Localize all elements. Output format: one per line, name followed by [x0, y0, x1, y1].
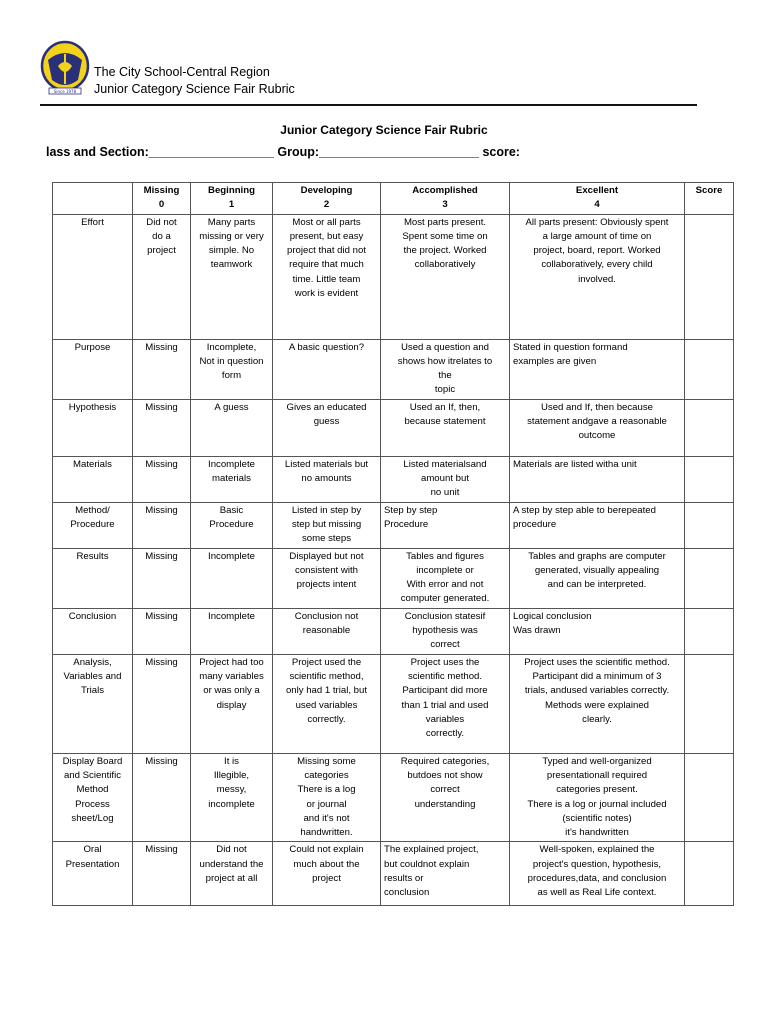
cell-beginning: A guess [191, 399, 273, 456]
header-row [53, 183, 734, 215]
cell-score [685, 214, 734, 339]
cell-criterion: Oral Presentation [53, 842, 133, 906]
cell-missing: Missing [133, 842, 191, 906]
cell-developing: Listed in step by step but missing some steps [273, 502, 381, 548]
header-cell-developing: Developing 2 [273, 183, 381, 215]
header-cell-criterion [53, 183, 133, 215]
cell-missing: Missing [133, 753, 191, 842]
cell-beginning: Basic Procedure [191, 502, 273, 548]
school-name: The City School-Central Region [94, 65, 270, 79]
cell-score [685, 753, 734, 842]
cell-beginning: Incomplete [191, 608, 273, 654]
cell-missing: Missing [133, 548, 191, 608]
cell-criterion: Hypothesis [53, 399, 133, 456]
cell-accomplished: Most parts present. Spent some time on the project. Worked collaboratively [381, 214, 510, 339]
cell-score [685, 654, 734, 753]
header-cell-accomplished: Accomplished 3 [381, 183, 510, 215]
header-cell-score: Score [685, 183, 734, 215]
logo-caption: Since 1978 [53, 89, 77, 94]
school-crest-logo [40, 40, 90, 98]
cell-accomplished: Used an If, then, because statement [381, 399, 510, 456]
rubric-row [53, 399, 734, 456]
header-divider [40, 104, 697, 106]
cell-score [685, 842, 734, 906]
cell-developing: Project used the scientific method, only had 1 trial, but used variables correctly. [273, 654, 381, 753]
cell-missing: Missing [133, 339, 191, 399]
cell-score [685, 502, 734, 548]
rubric-row [53, 502, 734, 548]
cell-developing: Gives an educated guess [273, 399, 381, 456]
rubric-row [53, 456, 734, 502]
cell-beginning: Did not understand the project at all [191, 842, 273, 906]
cell-missing: Missing [133, 502, 191, 548]
cell-score [685, 608, 734, 654]
cell-beginning: It is Illegible, messy, incomplete [191, 753, 273, 842]
rubric-row [53, 608, 734, 654]
cell-excellent: Stated in question formand examples are given [510, 339, 685, 399]
cell-score [685, 548, 734, 608]
rubric-row [53, 339, 734, 399]
cell-criterion: Method/ Procedure [53, 502, 133, 548]
cell-criterion: Display Board and Scientific Method Process sheet/Log [53, 753, 133, 842]
cell-criterion: Analysis, Variables and Trials [53, 654, 133, 753]
rubric-row [53, 654, 734, 753]
cell-excellent: Materials are listed witha unit [510, 456, 685, 502]
cell-beginning: Many parts missing or very simple. No teamwork [191, 214, 273, 339]
header-cell-beginning: Beginning 1 [191, 183, 273, 215]
cell-beginning: Incomplete, Not in question form [191, 339, 273, 399]
cell-criterion: Results [53, 548, 133, 608]
cell-excellent: Tables and graphs are computer generated, visually appealing and can be interpreted. [510, 548, 685, 608]
cell-accomplished: Listed materialsand amount but no unit [381, 456, 510, 502]
cell-developing: Missing some categories There is a log or journal and it's not handwritten. [273, 753, 381, 842]
cell-accomplished: Project uses the scientific method. Participant did more than 1 trial and used variables correctly. [381, 654, 510, 753]
cell-missing: Did not do a project [133, 214, 191, 339]
cell-accomplished: Tables and figures incomplete or With error and not computer generated. [381, 548, 510, 608]
cell-excellent: Typed and well-organized presentationall required categories present. There is a log or journal included (scientific notes) it's handwritten [510, 753, 685, 842]
rubric-table [52, 182, 734, 906]
cell-excellent: All parts present: Obviously spent a large amount of time on project, board, report. Worked collaboratively, every child involved. [510, 214, 685, 339]
cell-developing: Could not explain much about the project [273, 842, 381, 906]
cell-excellent: Project uses the scientific method. Participant did a minimum of 3 trials, andused variables correctly. Methods were explained clearly. [510, 654, 685, 753]
rubric-row [53, 842, 734, 906]
cell-criterion: Conclusion [53, 608, 133, 654]
cell-developing: A basic question? [273, 339, 381, 399]
cell-missing: Missing [133, 456, 191, 502]
document-title: Junior Category Science Fair Rubric [280, 123, 488, 137]
cell-criterion: Effort [53, 214, 133, 339]
cell-excellent: Logical conclusion Was drawn [510, 608, 685, 654]
cell-score [685, 339, 734, 399]
cell-accomplished: Step by step Procedure [381, 502, 510, 548]
cell-score [685, 399, 734, 456]
cell-excellent: Used and If, then because statement andgave a reasonable outcome [510, 399, 685, 456]
cell-excellent: Well-spoken, explained the project's question, hypothesis, procedures,data, and conclusion as well as Real Life context. [510, 842, 685, 906]
header-subtitle: Junior Category Science Fair Rubric [94, 82, 295, 96]
cell-developing: Displayed but not consistent with projects intent [273, 548, 381, 608]
cell-accomplished: The explained project, but couldnot explain results or conclusion [381, 842, 510, 906]
cell-beginning: Project had too many variables or was only a display [191, 654, 273, 753]
header-cell-missing: Missing 0 [133, 183, 191, 215]
cell-missing: Missing [133, 399, 191, 456]
cell-missing: Missing [133, 608, 191, 654]
cell-accomplished: Used a question and shows how itrelates to the topic [381, 339, 510, 399]
rubric-row [53, 753, 734, 842]
header-block [94, 64, 295, 98]
rubric-row [53, 214, 734, 339]
header-cell-excellent: Excellent 4 [510, 183, 685, 215]
cell-accomplished: Conclusion statesif hypothesis was correct [381, 608, 510, 654]
cell-excellent: A step by step able to berepeated procedure [510, 502, 685, 548]
cell-score [685, 456, 734, 502]
cell-accomplished: Required categories, butdoes not show correct understanding [381, 753, 510, 842]
cell-developing: Conclusion not reasonable [273, 608, 381, 654]
cell-developing: Most or all parts present, but easy project that did not require that much time. Little team work is evident [273, 214, 381, 339]
cell-developing: Listed materials but no amounts [273, 456, 381, 502]
cell-beginning: Incomplete materials [191, 456, 273, 502]
rubric-row [53, 548, 734, 608]
cell-missing: Missing [133, 654, 191, 753]
cell-beginning: Incomplete [191, 548, 273, 608]
form-fields-line: lass and Section:__________________ Group:_______________________ score: [46, 145, 520, 159]
cell-criterion: Purpose [53, 339, 133, 399]
cell-criterion: Materials [53, 456, 133, 502]
